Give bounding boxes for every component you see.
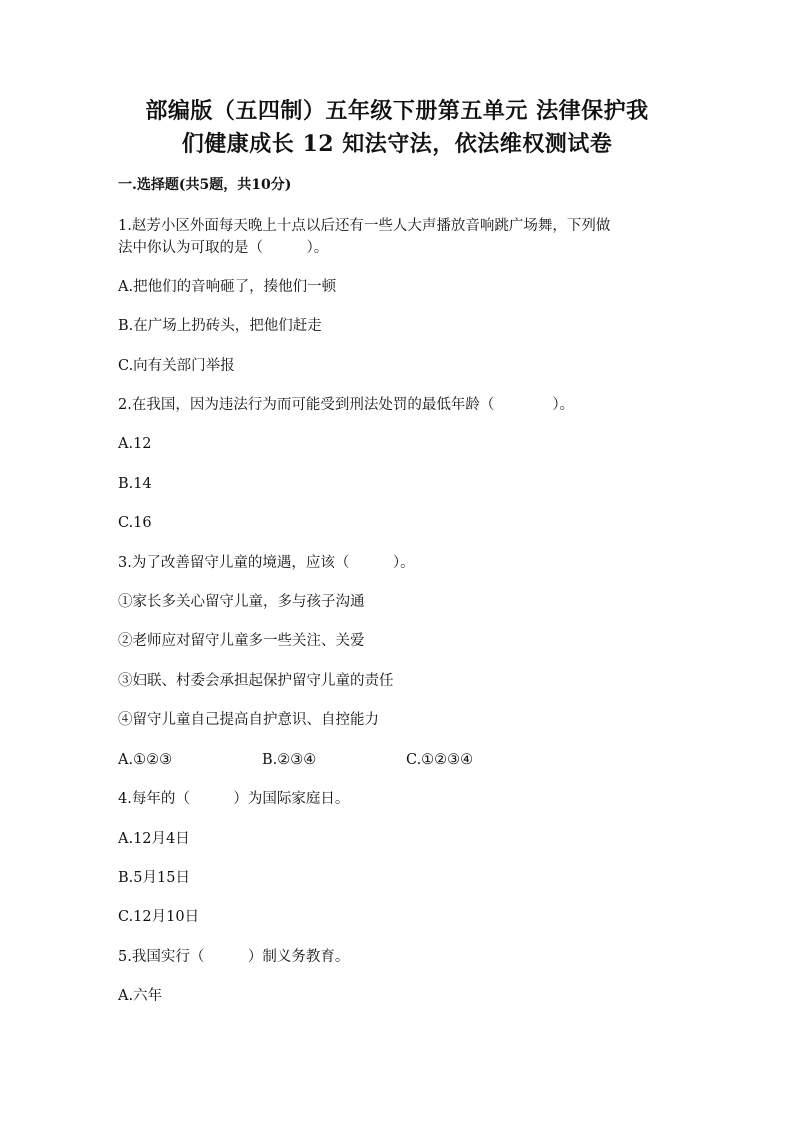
question-5-stem: 5.我国实行（ ）制义务教育。 (118, 949, 350, 965)
question-1-option-b: B.在广场上扔砖头，把他们赶走 (118, 318, 322, 334)
question-1-stem-line-1: 1.赵芳小区外面每天晚上十点以后还有一些人大声播放音响跳广场舞，下列做 (118, 218, 611, 234)
question-3-item-1: ①家长多关心留守儿童，多与孩子沟通 (118, 594, 365, 610)
question-2-option-b: B.14 (118, 476, 152, 492)
question-4-option-b: B.5月15日 (118, 870, 190, 886)
question-3-option-b: B.②③④ (262, 752, 317, 768)
question-3-item-4: ④留守儿童自己提高自护意识、自控能力 (118, 712, 379, 728)
question-3-item-2: ②老师应对留守儿童多一些关注、关爱 (118, 633, 365, 649)
question-2-option-c: C.16 (118, 515, 152, 531)
question-4-option-a: A.12月4日 (118, 831, 190, 847)
question-3-option-c: C.①②③④ (406, 752, 474, 768)
question-2-option-a: A.12 (118, 436, 152, 452)
question-4-option-c: C.12月10日 (118, 909, 200, 925)
question-1-option-c: C.向有关部门举报 (118, 358, 235, 374)
section-heading: 一.选择题(共5题，共10分) (118, 177, 292, 193)
question-1-option-a: A.把他们的音响砸了，揍他们一顿 (118, 279, 337, 295)
question-1-stem-line-2: 法中你认为可取的是（ ）。 (118, 240, 329, 256)
question-5-option-a: A.六年 (118, 988, 163, 1004)
question-3-item-3: ③妇联、村委会承担起保护留守儿童的责任 (118, 673, 394, 689)
question-2-stem: 2.在我国，因为违法行为而可能受到刑法处罚的最低年龄（ ）。 (118, 397, 575, 413)
question-4-stem: 4.每年的（ ）为国际家庭日。 (118, 791, 350, 807)
page-title-line-1: 部编版（五四制）五年级下册第五单元 法律保护我 (145, 98, 649, 124)
question-3-stem: 3.为了改善留守儿童的境遇，应该（ ）。 (118, 555, 415, 571)
page-title-line-2: 们健康成长 12 知法守法，依法维权测试卷 (181, 131, 613, 157)
question-3-option-a: A.①②③ (118, 752, 173, 768)
